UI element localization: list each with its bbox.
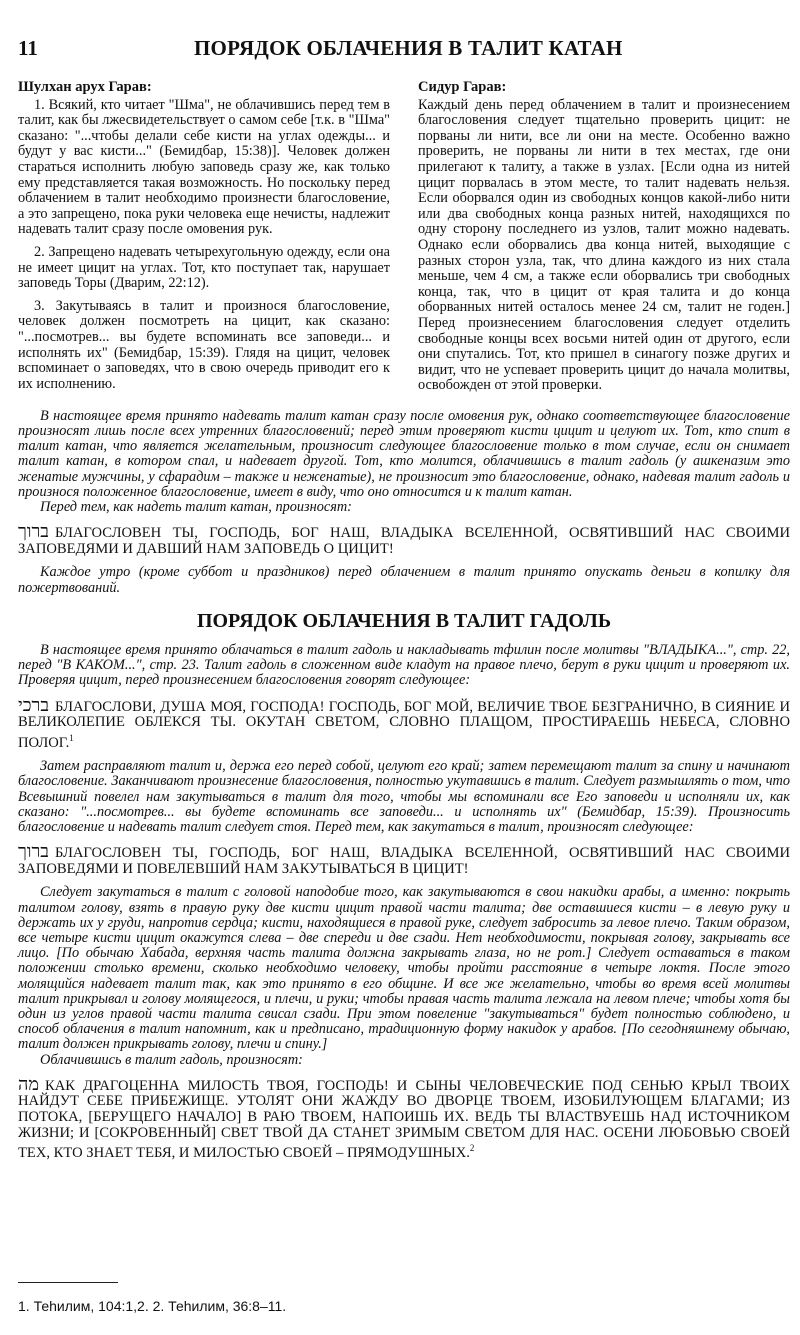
katan-instruction: Перед тем, как надеть талит катан, произносят:	[40, 499, 352, 516]
psalm-text: БЛАГОСЛОВИ, ДУША МОЯ, ГОСПОДА! ГОСПОДЬ, БОГ МОЙ, ВЕЛИЧИЕ ТВОЕ БЕЗГРАНИЧНО, В СИЯНИЕ И ВЕЛИКОЛЕПИЕ ОБЛЕКСЯ ТЫ. ОКУТАН СВЕТОМ, СЛОВНО ПЛАЩОМ, ПРОСТИРАЕШЬ НЕБЕСА, СЛОВНО ПОЛОГ.	[18, 698, 790, 751]
page	[18, 0, 790, 1162]
section-title: ПОРЯДОК ОБЛАЧЕНИЯ В ТАЛИТ ГАДОЛЬ	[196, 609, 612, 632]
blessing-text: БЛАГОСЛОВЕН ТЫ, ГОСПОДЬ, БОГ НАШ, ВЛАДЫКА ВСЕЛЕННОЙ, ОСВЯТИВШИЙ НАС СВОИМИ ЗАПОВЕДЯМИ И ПОВЕЛЕВШИЙ НАМ ЗАКУТЫВАТЬСЯ В ЦИЦИТ!	[18, 845, 790, 877]
page-header	[18, 0, 790, 58]
footnote-ref: 2	[469, 1143, 475, 1154]
gadol-section	[18, 610, 790, 1162]
left-column-title: Шулхан арух Гарав:	[18, 79, 152, 95]
katan-blessing	[18, 521, 790, 557]
gadol-instruction: Облачившись в талит гадоль, произносят:	[40, 1051, 303, 1068]
katan-instruction: В настоящее время принято надевать талит катан сразу после омовения рук, однако соответствующее благословение произносят лишь после всех утренних благословений; перед этим проверяют кисти цицит и целуют их. Тот, кто спит в талит катан, что является желательным, произносит следующее благословение только в том случае, если он снимает талит катан, в котором спал, и надевает другой. Тот, кто молится, облачившись в талит гадоль (у ашкеназим это женатые мужчины, у сфарадим – также и неженатые), не произносит это благословение, однако, надевая талит гадоль и произнося положенное благословение, имеет в виду, что оно относится и к талит катан.	[18, 407, 790, 500]
katan-instruction: Каждое утро (кроме суббот и праздников) перед облачением в талит принято опускать деньги в копилку для пожертвований.	[18, 564, 790, 596]
psalm-104	[18, 694, 790, 752]
hebrew-word: ברוך	[18, 841, 49, 863]
blessing-text: БЛАГОСЛОВЕН ТЫ, ГОСПОДЬ, БОГ НАШ, ВЛАДЫКА ВСЕЛЕННОЙ, ОСВЯТИВШИЙ НАС СВОИМИ ЗАПОВЕДЯМИ И ДАВШИЙ НАМ ЗАПОВЕДЬ О ЦИЦИТ!	[18, 525, 790, 557]
psalm-text: КАК ДРАГОЦЕННА МИЛОСТЬ ТВОЯ, ГОСПОДЬ! И СЫНЫ ЧЕЛОВЕЧЕСКИЕ ПОД СЕНЬЮ КРЫЛ ТВОИХ НАЙДУТ СЕБЕ ПРИБЕЖИЩЕ. УТОЛЯТ ОНИ ЖАЖДУ ВО ДВОРЦЕ ТВОЕМ, ИЗОБИЛУЮЩЕМ БЛАГАМИ; ИЗ ПОТОКА, [БЕРУЩЕГО НАЧАЛО] В РАЮ ТВОЕМ, НАПОИШЬ ИХ. ВЕДЬ ТЫ ВЛАСТВУЕШЬ НАД ИСТОЧНИКОМ ЖИЗНИ; И [СОКРОВЕННЫЙ] СВЕТ ТВОЙ ДА СТАНЕТ ЗРИМЫМ СВЕТОМ ДЛЯ НАС. ОСЕНИ ЛЮБОВЬЮ СВОЕЙ ТЕХ, КТО ЗНАЕТ ТЕБЯ, И МИЛОСТЬЮ СВОЕЙ – ПРЯМОДУШНЫХ.	[18, 1077, 790, 1162]
left-paragraph: 1. Всякий, кто читает "Шма", не облачившись перед тем в талит, как бы лжесвидетельствует о самом себе [т.к. в "Шма" сказано: "...чтобы делали себе кисти на углах одежды... и будут у вас кисти..." (Бемидбар, 15:38)]. Человек должен стараться исполнить любую заповедь сразу же, как только ему представляется такая возможность. Но поскольку перед облачением в талит необходимо произнести благословение, а это запрещено, пока руки человека еще нечисты, надлежит надевать талит сразу после омовения рук.	[18, 96, 390, 238]
hebrew-word: מה	[18, 1073, 40, 1095]
hebrew-word: ברוך	[18, 521, 49, 543]
footnotes: 1. Теһилим, 104:1,2. 2. Теһилим, 36:8–11.	[18, 1298, 287, 1314]
left-column	[18, 80, 390, 401]
katan-section	[18, 409, 790, 596]
page-number: 11	[18, 36, 38, 60]
gadol-instruction: Затем расправляют талит и, держа его перед собой, целуют его край; затем перемещают талит за спину и начинают благословение. Заканчивают произнесение благословения, полностью укутавшись в талит. Следует размышлять о том, что Всевышний повелел нам закутываться в талит для того, чтобы мы вспоминали все Его заповеди и исполняли их, как сказано: "...посмотрев... вы будете вспоминать все заповеди... и исполнять их" (Бемидбар, 15:39). Произносить благословение и надевать талит следует стоя. Перед тем, как закутаться в талит, произносят следующее:	[18, 758, 790, 835]
right-column	[418, 80, 790, 401]
left-paragraph: 3. Закутываясь в талит и произнося благословение, человек должен посмотреть на цицит, как сказано: "...посмотрев... вы будете вспоминать все заповеди... и исполнять их" (Бемидбар, 15:39). Глядя на цицит, человек вспоминает о заповедях, что в свою очередь приводит его к их исполнению.	[18, 297, 390, 392]
right-paragraph: Каждый день перед облачением в талит и произнесением благословения следует тщательно проверить цицит: не порваны ли нити, все ли они на месте. Особенно важно проверить, не порваны ли нити в тех местах, где они прилегают к талиту, а также в узлах. [Если одна из нитей цицит порвалась в этом месте, то талит надевать нельзя. Если оборвался один из свободных концов какой-либо нити или два свободных конца разных нитей, находящихся по одну сторону последнего из узлов, талит можно надевать. Однако если оборвались два конца нитей, выходящие с разных сторон узла, так, что длина каждого из них стала меньше, чем 4 см, а также если оборвались три свободных конца, так, что в цицит от края талита и до конца оборванных нитей осталось менее 24 см, талит не годен.] Перед произнесением благословения следует отделить свободные концы всех восьми нитей один от другого, если они спутались. Тот, кто пришел в синагогу позже других и видит, что не успевает проверить цицит до начала молитвы, освобожден от этой проверки.	[418, 96, 790, 394]
footnote-divider	[18, 1282, 118, 1283]
gadol-instruction: Следует закутаться в талит с головой наподобие того, как закутываются в свои накидки арабы, а именно: покрыть талитом голову, взять в правую руку две кисти цицит правой части талита; две оставшиеся кисти – в левую руку и держать их у груди, напротив сердца; кисти, находящиеся в правой руке, следует забросить за левое плечо. Таким образом, все четыре кисти цицит окажутся слева – две спереди и две сзади. Нет необходимости, покрывая голову, закрывать все лицо. [По обычаю Хабада, верхняя часть талита должна закрывать глаза, но не рот.] Следует оставаться в таком положении столько времени, сколько необходимо человеку, чтобы пройти расстояние в четыре локтя. После этого молящийся надевает талит так, как это принято в его общине. И все же желательно, чтобы во время всей молитвы талит прикрывал и голову молящегося, и плечи, и руки; чтобы правая часть талита лежала на левом плече; чтобы хотя бы один из углов правой части талита свисал сзади. При этом повеление "закутываться" будет полностью соблюдено, и способ облачения в талит напомнит, как и предписано, традиционную форму накидок у арабов. [По сегодняшнему обычаю, талит должен прикрывать голову, плечи и спину.]	[18, 884, 790, 1053]
psalm-36	[18, 1073, 790, 1162]
two-columns	[18, 80, 790, 401]
gadol-blessing	[18, 841, 790, 877]
footnote-ref: 1	[69, 732, 74, 743]
page-title: ПОРЯДОК ОБЛАЧЕНИЯ В ТАЛИТ КАТАН	[194, 36, 623, 60]
hebrew-word: ברכי	[18, 694, 50, 716]
right-column-title: Сидур Гарав:	[418, 79, 507, 95]
left-paragraph: 2. Запрещено надевать четырехугольную одежду, если она не имеет цицит на углах. Тот, кто поступает так, нарушает заповедь Торы (Дварим, 22:12).	[18, 243, 390, 292]
gadol-instruction: В настоящее время принято облачаться в талит гадоль и накладывать тфилин после молитвы "ВЛАДЫКА...", стр. 22, перед "В КАКОМ...", стр. 23. Талит гадоль в сложенном виде кладут на правое плечо, берут в руки цицит и проверяют их. Проверяя цицит, перед произнесением благословения говорят следующее:	[18, 641, 790, 689]
